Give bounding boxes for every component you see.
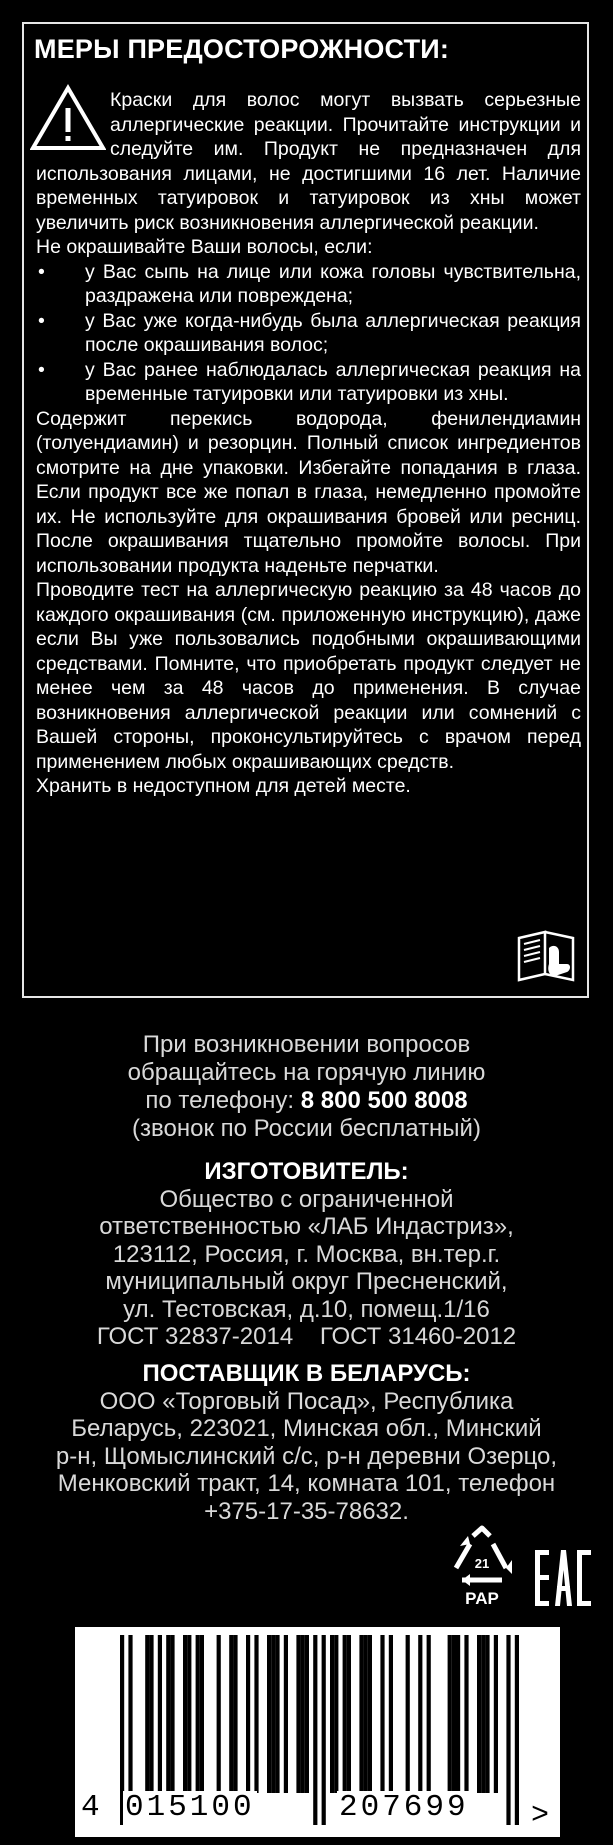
barcode <box>75 1627 560 1837</box>
barcode-guard-bar <box>515 1635 519 1825</box>
barcode-bar <box>229 1635 233 1793</box>
barcode-bar <box>427 1635 431 1793</box>
barcode-bar <box>187 1635 191 1793</box>
barcode-bar <box>183 1635 187 1793</box>
manufacturer-section <box>0 1158 613 1351</box>
barcode-bar <box>456 1635 460 1793</box>
barcode-bar <box>217 1635 221 1793</box>
barcode-bar <box>368 1635 372 1793</box>
barcode-bar <box>275 1635 279 1793</box>
barcode-bar <box>284 1635 288 1793</box>
barcode-bar <box>334 1635 338 1793</box>
barcode-bar <box>267 1635 271 1793</box>
storage-note: Хранить в недоступном для детей месте. <box>36 775 411 797</box>
hotline-phone-line: по телефону: 8 800 500 8008 <box>145 1087 468 1114</box>
warning-triangle-icon <box>30 84 106 152</box>
supplier-line: Беларусь, 223021, Минская обл., Минский <box>71 1415 542 1442</box>
hotline-phone: 8 800 500 8008 <box>300 1087 468 1114</box>
hotline-info <box>0 1031 613 1143</box>
barcode-bar <box>196 1635 200 1793</box>
barcode-bar <box>158 1635 162 1793</box>
manufacturer-line: Общество с ограниченной <box>159 1185 454 1213</box>
barcode-bar <box>145 1635 149 1793</box>
barcode-bar <box>359 1635 363 1793</box>
supplier-line: Менковский тракт, 14, комната 101, телефон <box>57 1470 556 1497</box>
recycle-label: PAP <box>465 1589 499 1608</box>
barcode-bar <box>343 1635 347 1793</box>
barcode-left-group: 015100 <box>125 1790 255 1825</box>
supplier-heading: ПОСТАВЩИК В БЕЛАРУСЬ: <box>142 1360 471 1387</box>
barcode-guard-bar <box>506 1635 510 1825</box>
barcode-bar <box>477 1635 481 1793</box>
barcode-bar <box>452 1635 456 1793</box>
hotline-line: обращайтесь на горячую линию <box>127 1059 486 1086</box>
precautions-title: МЕРЫ ПРЕДОСТОРОЖНОСТИ: <box>34 34 450 64</box>
barcode-bar <box>296 1635 300 1793</box>
supplier-section <box>0 1360 613 1525</box>
barcode-bar <box>271 1635 275 1793</box>
manufacturer-heading: ИЗГОТОВИТЕЛЬ: <box>204 1158 409 1185</box>
hotline-line: (звонок по России бесплатный) <box>132 1115 481 1142</box>
barcode-quiet-zone-mark: > <box>531 1799 550 1833</box>
barcode-bar <box>254 1635 258 1793</box>
contains-paragraph: Содержит перекись водорода, фенилендиамин (толуендиамин) и резорцин. Полный список ингредиентов смотрите на дне упаковки. Избегайте попадания в глаза. Если продукт все же попал в глаза, немедленно промойте их. Не используйте для окрашивания бровей или ресниц. После окрашивания тщательно промойте волосы. При использовании продукта наденьте перчатки. <box>36 407 581 577</box>
precautions-box <box>22 22 589 998</box>
supplier-line: +375-17-35-78632. <box>204 1497 409 1525</box>
barcode-bar <box>406 1635 410 1793</box>
bullet-item: • у Вас уже когда-нибудь была аллергическая реакция после окрашивания волос; <box>38 309 581 356</box>
barcode-bar <box>389 1635 393 1793</box>
barcode-bar <box>380 1635 384 1793</box>
bullet-item: • у Вас сыпь на лице или кожа головы чувствительна, раздражена или повреждена; <box>38 260 581 307</box>
recycle-code: 21 <box>474 1556 490 1571</box>
manufacturer-line: муниципальный округ Пресненский, <box>105 1268 508 1295</box>
barcode-bar <box>305 1635 309 1793</box>
manufacturer-line: ул. Тестовская, д.10, помещ.1/16 <box>123 1295 490 1323</box>
allergy-test-paragraph: Проводите тест на аллергическую реакцию за 48 часов до каждого окрашивания (см. приложенную инструкцию), даже если Вы уже пользовались подобными окрашивающими средствами. Помните, что приобретать продукт следует не менее чем за 48 часов до применения. В случае возникновения аллергической реакции или сомнений с Вашей стороны, проконсультируйтесь с врачом перед применением любых окрашивающих средств. <box>36 579 581 773</box>
gost-line: ГОСТ 32837-2014 ГОСТ 31460-2012 <box>96 1323 517 1350</box>
barcode-bar <box>347 1635 351 1793</box>
barcode-bar <box>166 1635 170 1793</box>
barcode-bar <box>233 1635 237 1793</box>
hotline-line: При возникновении вопросов <box>142 1031 471 1058</box>
barcode-bar <box>200 1635 204 1793</box>
supplier-line: р-н, Щомыслинский с/с, р-н деревни Озерцо, <box>55 1442 558 1470</box>
bullet-item: • у Вас ранее наблюдалась аллергическая реакция на временные татуировки или татуировки из хны. <box>38 358 581 405</box>
barcode-bar <box>170 1635 174 1793</box>
precautions-text <box>36 88 581 799</box>
manufacturer-line: 123112, Россия, г. Москва, вн.тер.г. <box>112 1240 501 1268</box>
barcode-guard-bar <box>313 1635 317 1825</box>
barcode-bar <box>149 1635 153 1793</box>
read-instructions-book-icon <box>515 924 579 984</box>
manufacturer-line: ответственностью «ЛАБ Индастриз», <box>99 1213 514 1240</box>
barcode-bar <box>481 1635 485 1793</box>
barcode-bar <box>464 1635 468 1793</box>
recycling-pap-icon <box>446 1524 518 1610</box>
barcode-guard-bar <box>322 1635 326 1825</box>
eac-mark-icon <box>535 1548 593 1608</box>
do-not-dye-heading: Не окрашивайте Ваши волосы, если: <box>36 236 373 258</box>
barcode-bar <box>494 1635 498 1793</box>
barcode-bar <box>364 1635 368 1793</box>
intro-paragraph: Краски для волос могут вызвать серьезные аллергические реакции. Прочитайте инструкции и следуйте им. Продукт не предназначен для использования лицами, не достигшими 16 лет. Наличие временных татуировок и татуировок из хны может увеличить риск возникновения аллергической реакции. <box>36 89 581 234</box>
barcode-bar <box>330 1635 334 1793</box>
barcode-bar <box>301 1635 305 1793</box>
barcode-bar <box>448 1635 452 1793</box>
barcode-bar <box>418 1635 422 1793</box>
barcode-bar <box>485 1635 489 1793</box>
barcode-first-digit: 4 <box>81 1790 100 1825</box>
supplier-line: ООО «Торговый Посад», Республика <box>99 1387 514 1415</box>
barcode-bar <box>246 1635 250 1793</box>
barcode-right-group: 207699 <box>339 1790 469 1825</box>
